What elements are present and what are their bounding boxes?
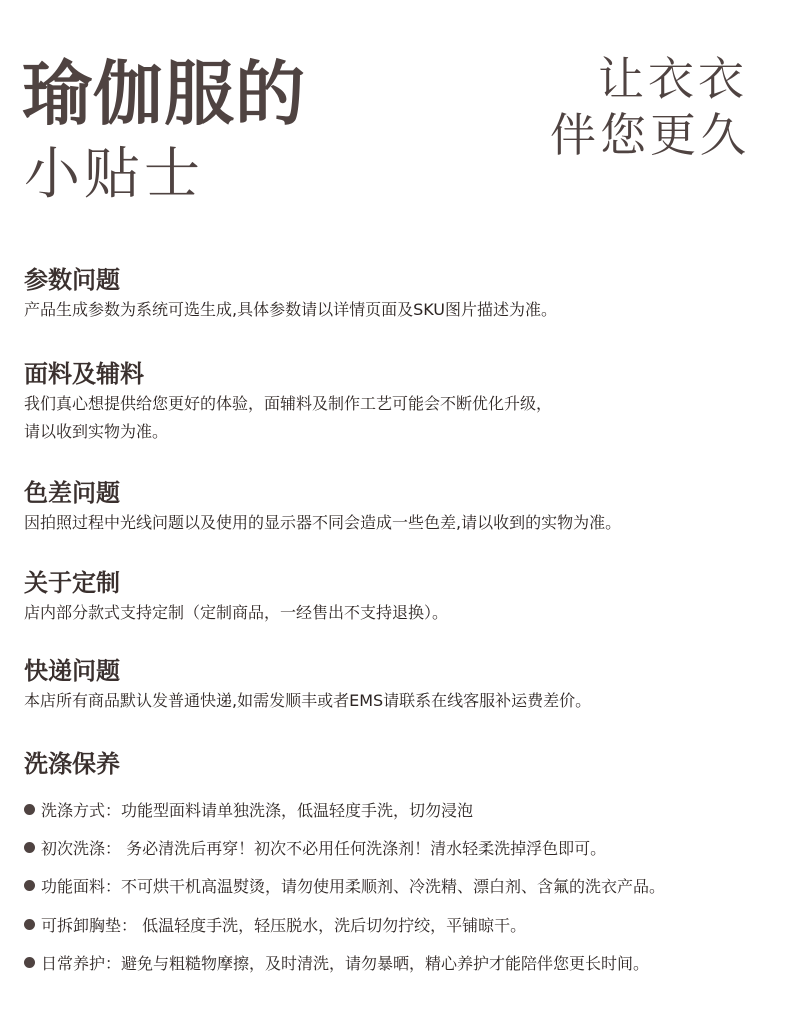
care-item-text: 可拆卸胸垫： 低温轻度手洗，轻压脱水，洗后切勿拧绞，平铺晾干。 (41, 915, 527, 935)
care-item-text: 初次洗涤： 务必清洗后再穿！初次不必用任何洗涤剂！清水轻柔洗掉浮色即可。 (41, 838, 607, 858)
section-color-difference (24, 477, 769, 537)
care-item-text: 日常养护：避免与粗糙物摩擦，及时清洗，请勿暴晒，精心养护才能陪伴您更长时间。 (41, 953, 650, 973)
care-item-text: 功能面料：不可烘干机高温熨烫，请勿使用柔顺剂、冷洗精、漂白剂、含氟的洗衣产品。 (41, 877, 666, 897)
bullet-dot-icon (24, 919, 35, 930)
section-heading: 洗涤保养 (24, 750, 120, 778)
section-heading: 色差问题 (24, 479, 120, 507)
care-list (24, 790, 774, 981)
section-washing-care (24, 748, 769, 780)
care-item (24, 943, 774, 981)
care-item (24, 905, 774, 943)
slogan-line-2: 伴您更久 (550, 108, 750, 162)
section-fabric (24, 358, 769, 446)
section-text: 本店所有商品默认发普通快递,如需发顺丰或者EMS请联系在线客服补运费差价。 (24, 691, 592, 710)
page-subtitle: 小贴士 (24, 142, 204, 207)
bullet-dot-icon (24, 880, 35, 891)
section-text: 店内部分款式支持定制（定制商品，一经售出不支持退换）。 (24, 603, 449, 622)
section-text: 我们真心想提供给您更好的体验，面辅料及制作工艺可能会不断优化升级， (24, 394, 553, 413)
section-heading: 关于定制 (24, 569, 120, 597)
page-title: 瑜伽服的 (22, 53, 306, 135)
bullet-dot-icon (24, 842, 35, 853)
slogan-line-1: 让衣衣 (598, 52, 748, 106)
section-heading: 快递问题 (24, 657, 120, 685)
care-item (24, 828, 774, 866)
care-item (24, 790, 774, 828)
care-item-text: 洗涤方式：功能型面料请单独洗涤，低温轻度手洗，切勿浸泡 (41, 800, 474, 820)
section-text: 因拍照过程中光线问题以及使用的显示器不同会造成一些色差,请以收到的实物为准。 (24, 513, 622, 532)
section-customization (24, 567, 769, 627)
section-parameters (24, 264, 769, 324)
bullet-dot-icon (24, 804, 35, 815)
section-shipping (24, 655, 769, 715)
section-text: 请以收到实物为准。 (24, 422, 169, 441)
section-heading: 参数问题 (24, 266, 120, 294)
section-heading: 面料及辅料 (24, 360, 144, 388)
care-item (24, 867, 774, 905)
bullet-dot-icon (24, 957, 35, 968)
section-text: 产品生成参数为系统可选生成,具体参数请以详情页面及SKU图片描述为准。 (24, 300, 558, 319)
